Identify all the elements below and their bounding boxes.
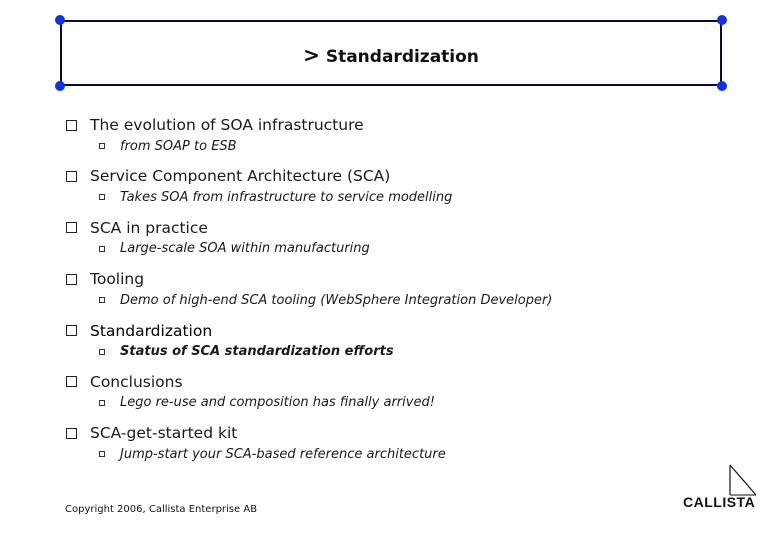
agenda-item-label: Standardization xyxy=(90,321,213,340)
agenda-item-active xyxy=(66,320,766,371)
checkbox-bullet-icon xyxy=(66,120,77,131)
title-placeholder[interactable] xyxy=(60,20,722,86)
agenda-list xyxy=(66,114,766,474)
checkbox-bullet-icon xyxy=(66,274,77,285)
agenda-subitem-text: Status of SCA standardization efforts xyxy=(120,344,394,360)
agenda-subitem-text: Jump-start your SCA-based reference architecture xyxy=(120,446,446,462)
slide-title-text: Standardization xyxy=(325,47,479,67)
agenda-item-label: SCA-get-started kit xyxy=(90,424,238,443)
agenda-item-label: Conclusions xyxy=(90,372,183,391)
sail-logo-icon xyxy=(680,462,770,496)
agenda-item xyxy=(66,371,766,422)
logo-wordmark: CALLISTA xyxy=(683,494,756,510)
agenda-item xyxy=(66,217,766,268)
square-bullet-icon xyxy=(99,246,105,252)
agenda-item-label: SCA in practice xyxy=(90,218,208,237)
agenda-subitem-text: from SOAP to ESB xyxy=(120,138,237,154)
checkbox-bullet-icon xyxy=(66,222,77,233)
resize-handle-bottom-left[interactable] xyxy=(55,81,65,91)
agenda-subitem-text: Large-scale SOA within manufacturing xyxy=(120,241,370,257)
resize-handle-bottom-right[interactable] xyxy=(717,81,727,91)
checkbox-bullet-icon xyxy=(66,171,77,182)
chevron-right-icon: > xyxy=(303,43,320,67)
square-bullet-icon xyxy=(99,349,105,355)
agenda-item-label: Service Component Architecture (SCA) xyxy=(90,167,391,186)
resize-handle-top-right[interactable] xyxy=(717,15,727,25)
square-bullet-icon xyxy=(99,451,105,457)
agenda-item-label: The evolution of SOA infrastructure xyxy=(90,116,364,134)
agenda-item xyxy=(66,165,766,216)
agenda-item-label: Tooling xyxy=(90,270,145,289)
slide-title xyxy=(62,43,720,67)
agenda-subitem-text: Takes SOA from infrastructure to service modelling xyxy=(120,189,453,205)
agenda-subitem-text: Lego re-use and composition has finally arrived! xyxy=(120,395,435,411)
agenda-item xyxy=(66,268,766,319)
agenda-item xyxy=(66,422,766,473)
square-bullet-icon xyxy=(99,297,105,303)
resize-handle-top-left[interactable] xyxy=(55,15,65,25)
callista-logo xyxy=(680,462,770,512)
square-bullet-icon xyxy=(99,194,105,200)
checkbox-bullet-icon xyxy=(66,428,77,439)
agenda-item xyxy=(66,114,766,165)
square-bullet-icon xyxy=(99,143,105,149)
agenda-subitem-text: Demo of high-end SCA tooling (WebSphere Integration Developer) xyxy=(120,292,553,308)
checkbox-bullet-icon xyxy=(66,376,77,387)
square-bullet-icon xyxy=(99,400,105,406)
copyright-text: Copyright 2006, Callista Enterprise AB xyxy=(65,504,258,515)
checkbox-bullet-icon xyxy=(66,325,77,336)
